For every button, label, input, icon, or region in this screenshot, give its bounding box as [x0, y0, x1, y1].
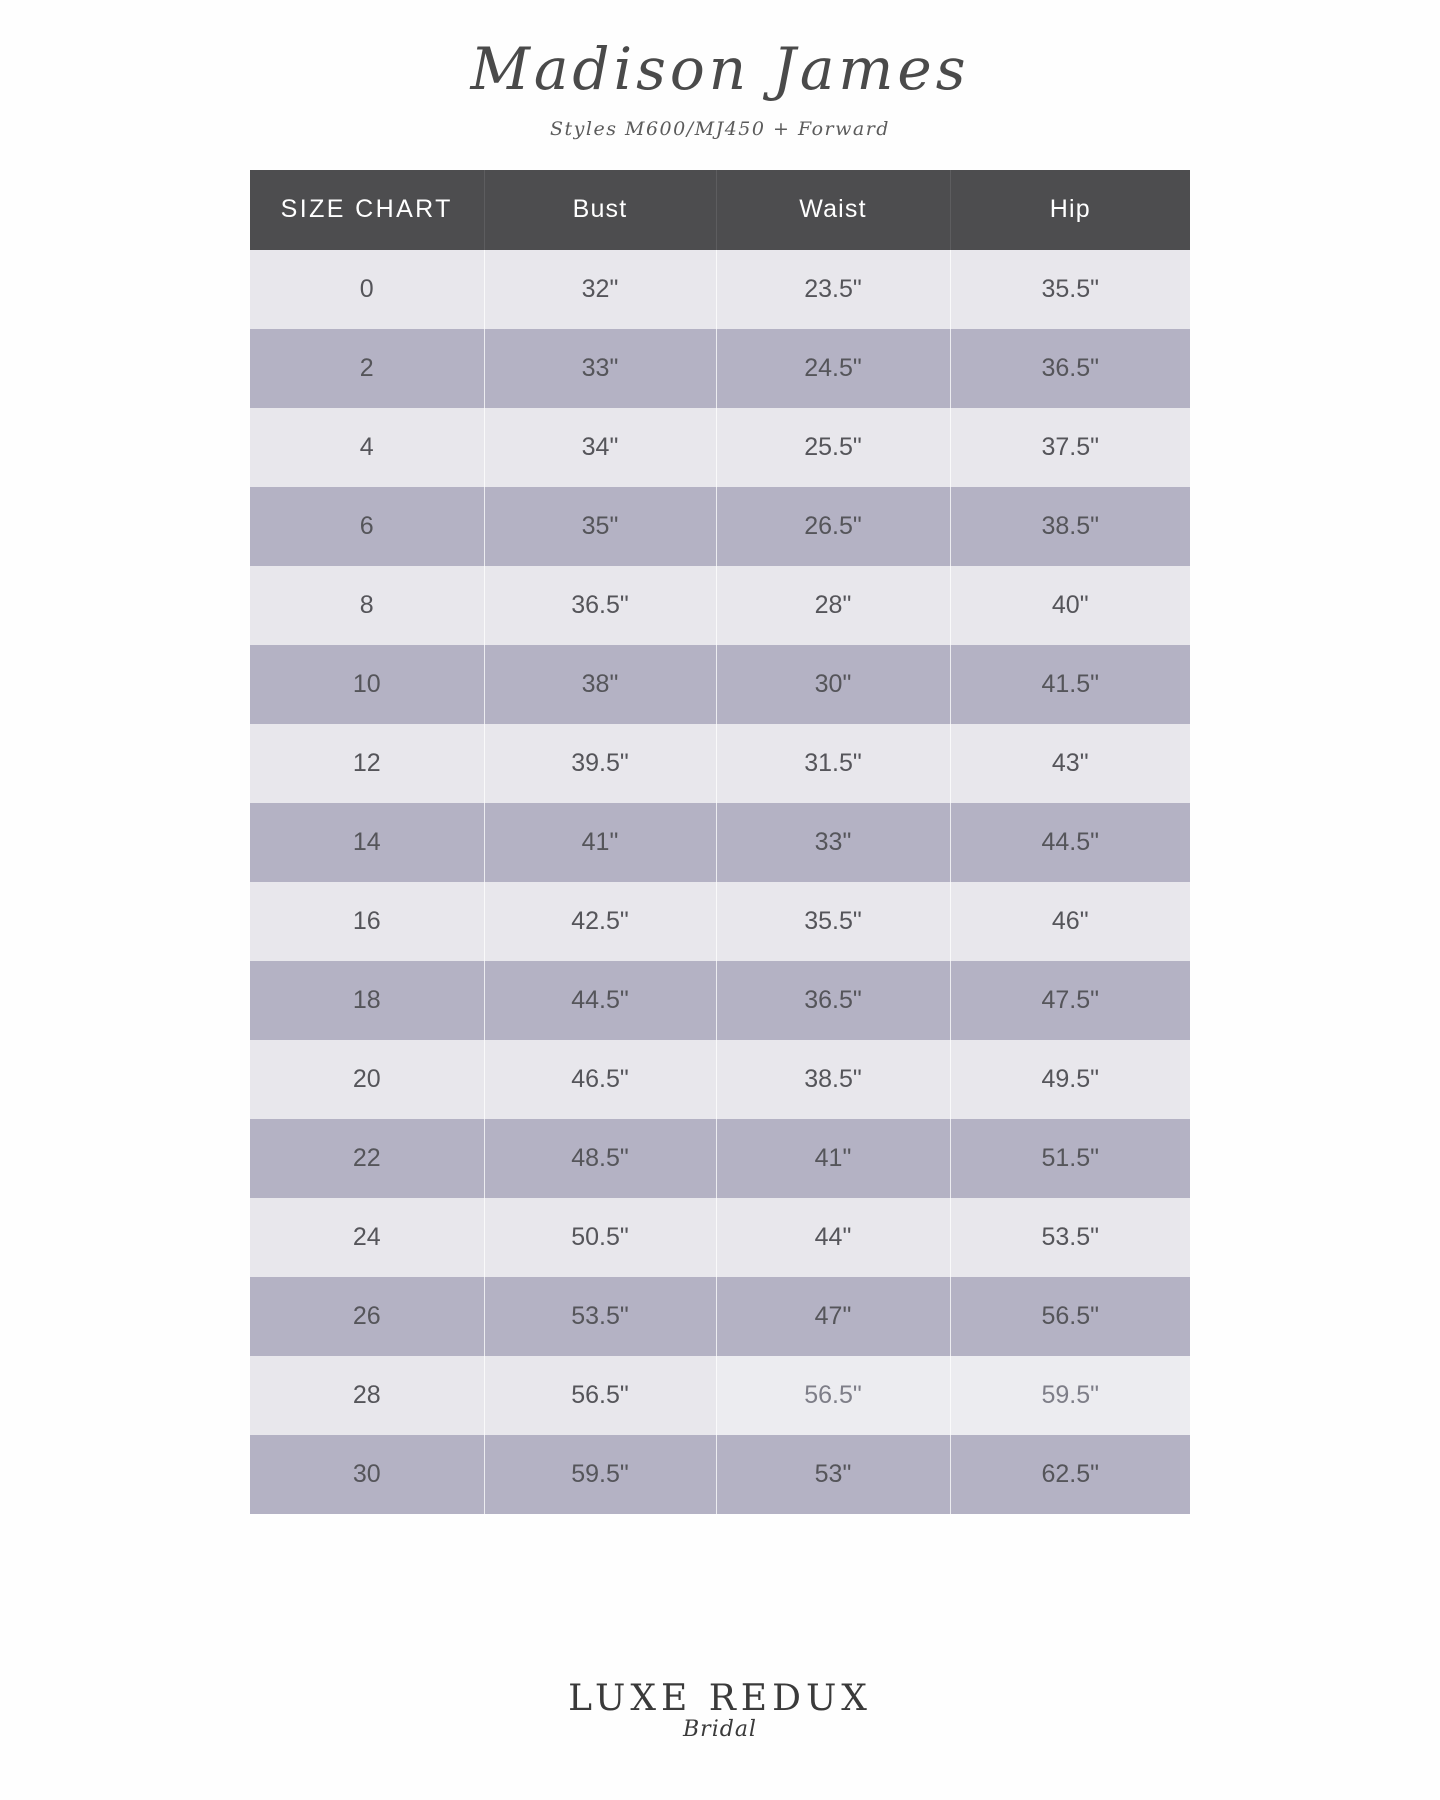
cell-waist: 53": [716, 1435, 950, 1514]
cell-bust: 41": [484, 803, 716, 882]
cell-size: 30: [250, 1435, 484, 1514]
cell-bust: 53.5": [484, 1277, 716, 1356]
size-chart-table: [250, 170, 1190, 1514]
table-head: [250, 170, 1190, 250]
cell-hip: 62.5": [950, 1435, 1190, 1514]
cell-size: 20: [250, 1040, 484, 1119]
cell-size: 2: [250, 329, 484, 408]
column-header-size: SIZE CHART: [250, 170, 484, 250]
cell-bust: 34": [484, 408, 716, 487]
table-row: [250, 408, 1190, 487]
table-row: [250, 250, 1190, 329]
table-row: [250, 961, 1190, 1040]
cell-waist: 35.5": [716, 882, 950, 961]
cell-hip: 38.5": [950, 487, 1190, 566]
cell-hip: 53.5": [950, 1198, 1190, 1277]
document-footer: [0, 1678, 1440, 1742]
size-chart-table-wrap: [250, 170, 1190, 1514]
table-row: [250, 1119, 1190, 1198]
table-row: [250, 566, 1190, 645]
styles-subtitle: Styles M600/MJ450 + Forward: [550, 117, 890, 140]
cell-size: 12: [250, 724, 484, 803]
column-header-waist: Waist: [716, 170, 950, 250]
cell-size: 14: [250, 803, 484, 882]
cell-bust: 48.5": [484, 1119, 716, 1198]
cell-size: 24: [250, 1198, 484, 1277]
cell-size: 6: [250, 487, 484, 566]
cell-waist: 30": [716, 645, 950, 724]
cell-hip: 41.5": [950, 645, 1190, 724]
cell-hip: 40": [950, 566, 1190, 645]
table-row: [250, 1356, 1190, 1435]
cell-size: 28: [250, 1356, 484, 1435]
cell-waist: 31.5": [716, 724, 950, 803]
cell-waist: 25.5": [716, 408, 950, 487]
cell-hip: 37.5": [950, 408, 1190, 487]
table-row: [250, 1040, 1190, 1119]
table-row: [250, 1277, 1190, 1356]
cell-bust: 44.5": [484, 961, 716, 1040]
footer-brand-tagline: Bridal: [683, 1717, 757, 1742]
column-header-hip: Hip: [950, 170, 1190, 250]
cell-bust: 42.5": [484, 882, 716, 961]
cell-bust: 35": [484, 487, 716, 566]
cell-bust: 59.5": [484, 1435, 716, 1514]
table-row: [250, 487, 1190, 566]
cell-size: 26: [250, 1277, 484, 1356]
brand-title: Madison James: [470, 35, 970, 103]
cell-waist: 23.5": [716, 250, 950, 329]
cell-size: 4: [250, 408, 484, 487]
cell-waist: 24.5": [716, 329, 950, 408]
cell-size: 16: [250, 882, 484, 961]
cell-waist: 26.5": [716, 487, 950, 566]
cell-waist: 56.5": [716, 1356, 950, 1435]
cell-waist: 44": [716, 1198, 950, 1277]
cell-bust: 39.5": [484, 724, 716, 803]
table-header-row: [250, 170, 1190, 250]
cell-hip: 59.5": [950, 1356, 1190, 1435]
table-body: [250, 250, 1190, 1514]
table-row: [250, 724, 1190, 803]
cell-hip: 43": [950, 724, 1190, 803]
table-row: [250, 803, 1190, 882]
cell-waist: 41": [716, 1119, 950, 1198]
cell-size: 18: [250, 961, 484, 1040]
cell-size: 22: [250, 1119, 484, 1198]
cell-size: 10: [250, 645, 484, 724]
table-row: [250, 882, 1190, 961]
cell-bust: 46.5": [484, 1040, 716, 1119]
cell-size: 0: [250, 250, 484, 329]
cell-hip: 35.5": [950, 250, 1190, 329]
cell-waist: 33": [716, 803, 950, 882]
document-header: [0, 0, 1440, 140]
cell-bust: 36.5": [484, 566, 716, 645]
cell-size: 8: [250, 566, 484, 645]
cell-hip: 46": [950, 882, 1190, 961]
cell-hip: 56.5": [950, 1277, 1190, 1356]
cell-hip: 49.5": [950, 1040, 1190, 1119]
cell-waist: 47": [716, 1277, 950, 1356]
table-row: [250, 1198, 1190, 1277]
cell-waist: 28": [716, 566, 950, 645]
table-row: [250, 645, 1190, 724]
cell-waist: 36.5": [716, 961, 950, 1040]
table-row: [250, 329, 1190, 408]
footer-brand-name: LUXE REDUX: [568, 1678, 872, 1719]
cell-waist: 38.5": [716, 1040, 950, 1119]
cell-hip: 44.5": [950, 803, 1190, 882]
cell-bust: 50.5": [484, 1198, 716, 1277]
cell-bust: 56.5": [484, 1356, 716, 1435]
cell-bust: 33": [484, 329, 716, 408]
cell-hip: 36.5": [950, 329, 1190, 408]
cell-bust: 38": [484, 645, 716, 724]
cell-hip: 51.5": [950, 1119, 1190, 1198]
column-header-bust: Bust: [484, 170, 716, 250]
table-row: [250, 1435, 1190, 1514]
cell-hip: 47.5": [950, 961, 1190, 1040]
cell-bust: 32": [484, 250, 716, 329]
